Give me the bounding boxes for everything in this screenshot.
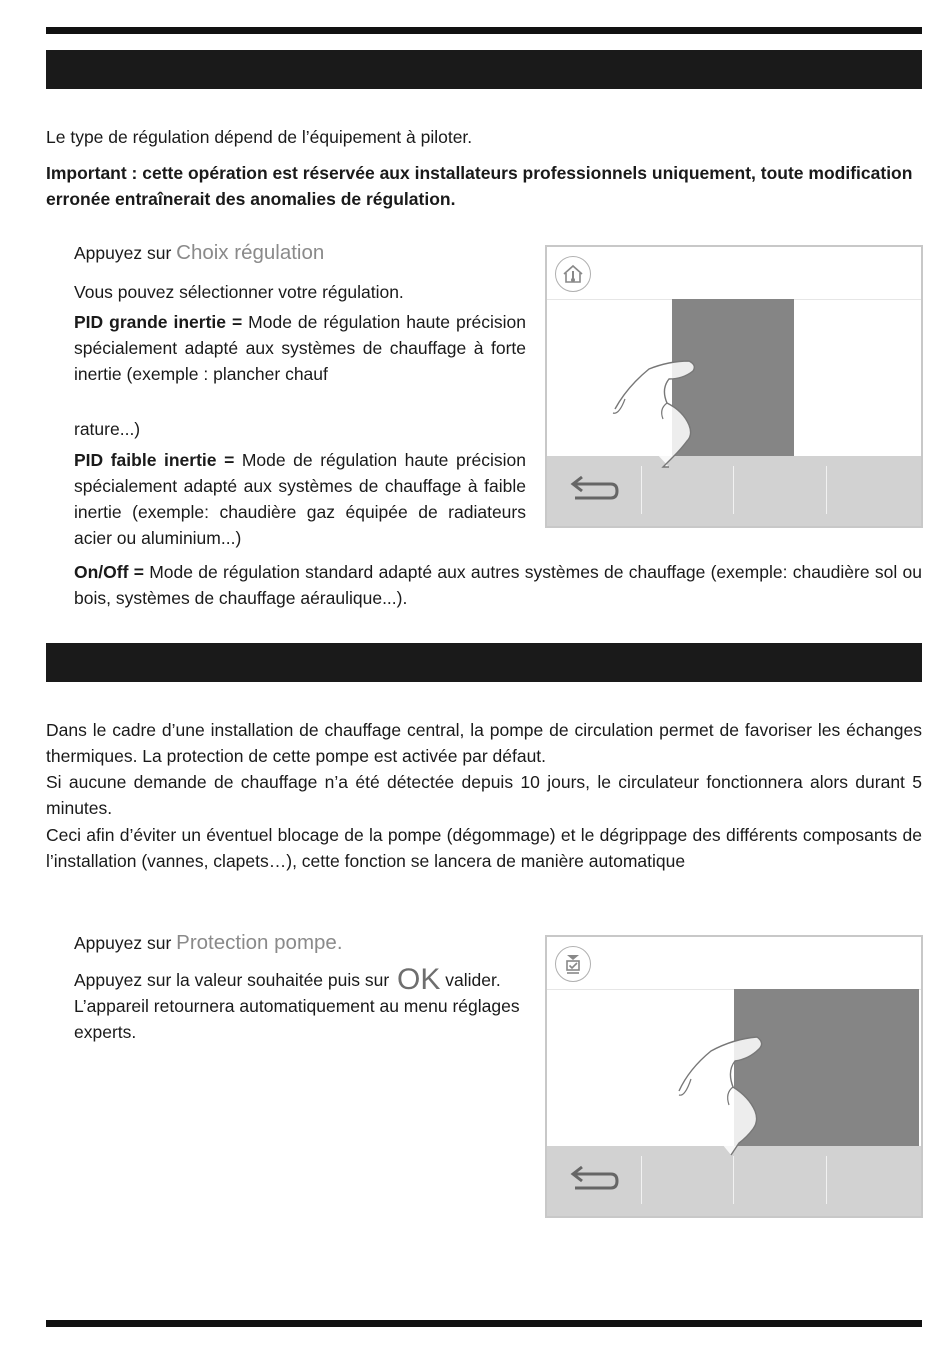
top-rule [46, 27, 922, 34]
footer-separator [733, 466, 734, 514]
onoff-description: Mode de régulation standard adapté aux autres systèmes de chauffage (exemple: chaudière sol ou bois, systèmes de chauffage aéraulique...). [74, 562, 922, 608]
step-protection-pompe [74, 930, 534, 956]
footer-separator [826, 466, 827, 514]
value-prefix: Appuyez sur la valeur souhaitée puis sur [74, 970, 395, 990]
value-suffix: valider. L’appareil retournera automatiquement au menu réglages experts. [74, 970, 520, 1042]
onoff-label: On/Off = [74, 562, 144, 582]
pump-paragraph-1: Dans le cadre d’une installation de chauffage central, la pompe de circulation permet de favoriser les échanges thermiques. La protection de cette pompe est activée par défaut. [46, 720, 922, 766]
onoff-mode [74, 559, 922, 611]
screen-header [547, 937, 921, 990]
step-prefix: Appuyez sur [74, 933, 177, 953]
important-warning: Important : cette opération est réservée aux installateurs professionnels uniquement, toute modification erronée entraînerait des anomalies de régulation. [46, 163, 913, 209]
pump-paragraph-3: Ceci afin d’éviter un éventuel blocage de la pompe (dégommage) et le dégrippage des différents composants de l’installation (vannes, clapets…), cette fonction se lancera de manière automatique [46, 825, 922, 871]
bottom-rule [46, 1320, 922, 1327]
ok-label: OK [397, 963, 441, 996]
menu-protection-pompe: Protection pompe. [176, 931, 343, 954]
pid-faible-inertie [74, 447, 526, 551]
pump-protection-icon [555, 946, 591, 982]
pointing-hand-icon [597, 349, 707, 469]
footer-separator [641, 1156, 642, 1204]
pump-paragraph-2: Si aucune demande de chauffage n’a été détectée depuis 10 jours, le circulateur fonctionnera alors durant 5 minutes. [46, 772, 922, 818]
menu-choix-regulation: Choix régulation [176, 241, 325, 264]
pid-faible-label: PID faible inertie = [74, 450, 235, 470]
thermostat-screen-regulation [545, 245, 923, 528]
screen-header [547, 247, 921, 300]
house-thermometer-icon [555, 256, 591, 292]
pid-grande-continuation: rature...) [74, 419, 141, 439]
footer-separator [826, 1156, 827, 1204]
pid-faible-description: Mode de régulation haute précision spécialement adapté aux systèmes de chauffage à faible inertie (exemple: chaudière gaz équipée de radiateurs acier ou aluminium...) [74, 450, 527, 548]
intro-text: Le type de régulation dépend de l’équipement à piloter. [46, 127, 473, 147]
section-1-header-band [46, 50, 922, 89]
footer-separator [733, 1156, 734, 1204]
pid-grande-inertie [74, 309, 526, 387]
back-arrow-icon[interactable] [565, 470, 625, 510]
pid-grande-label: PID grande inertie = [74, 312, 243, 332]
back-arrow-icon[interactable] [565, 1160, 625, 1200]
step-prefix: Appuyez sur [74, 243, 177, 263]
pointing-hand-icon [661, 1029, 771, 1159]
pid-grande-description: Mode de régulation haute précision spécialement adapté aux systèmes de chauffage à forte inertie (exemple : plancher chauf [74, 312, 526, 384]
choose-line: Vous pouvez sélectionner votre régulation. [74, 282, 404, 302]
thermostat-screen-pump [545, 935, 923, 1218]
footer-separator [641, 466, 642, 514]
section-2-header-band [46, 643, 922, 682]
step-choix-regulation [74, 240, 534, 266]
value-instruction [74, 963, 534, 1045]
